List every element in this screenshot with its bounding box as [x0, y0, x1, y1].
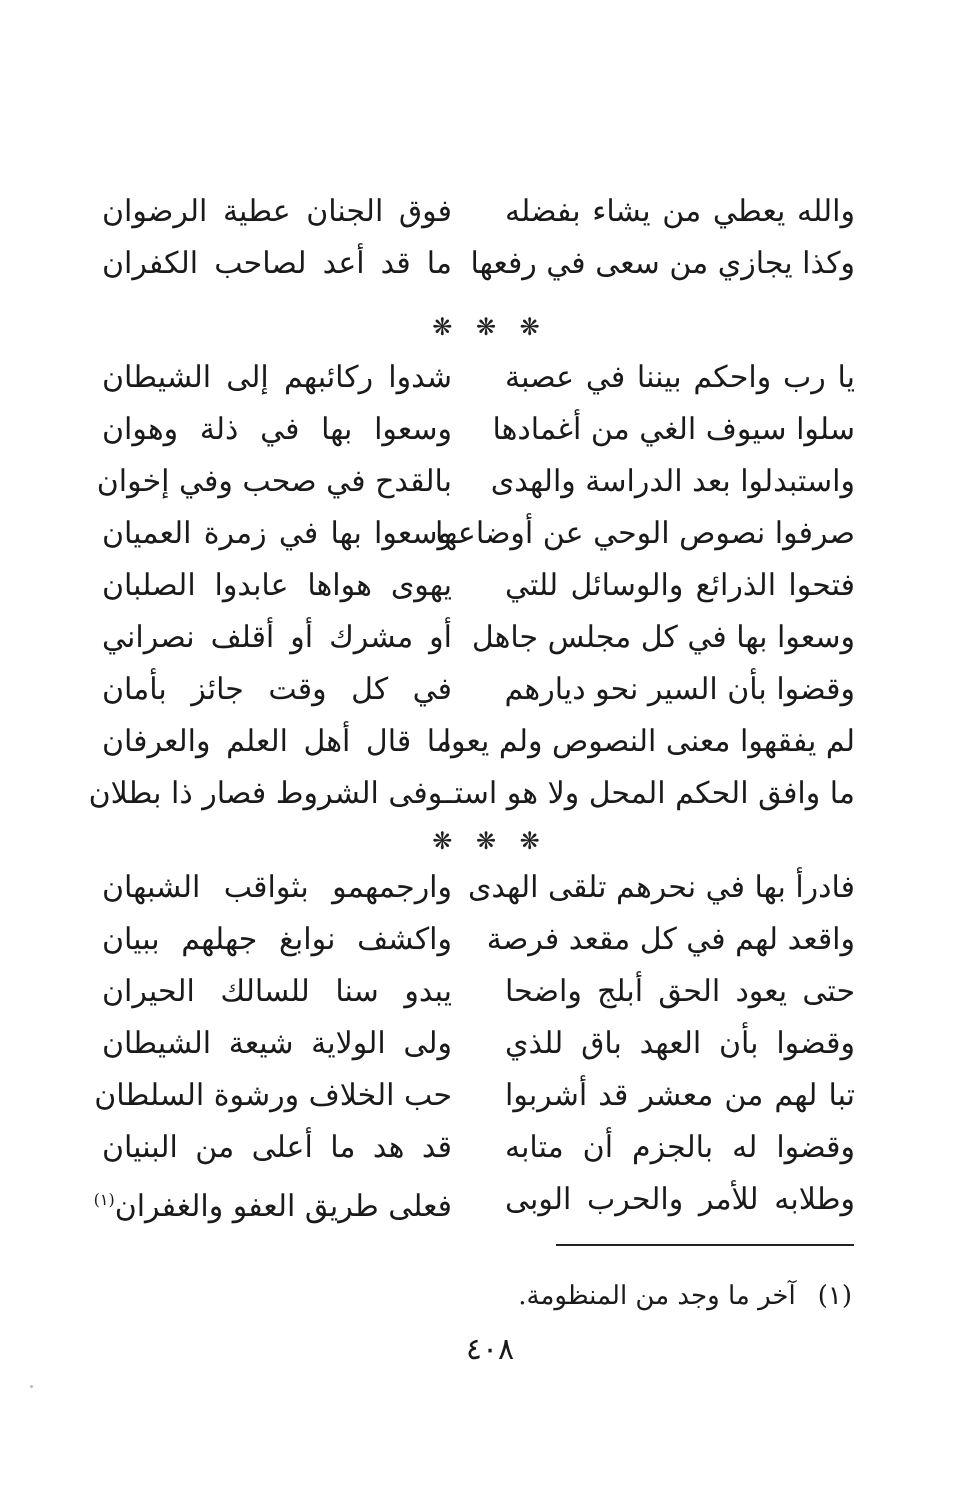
verse-first-hemistich: سلوا سيوف الغي من أغمادها [492, 412, 855, 447]
verse-first-hemistich: لم يفقهوا معنى النصوص ولم يعوا [442, 724, 855, 759]
verse-first-hemistich: تبا لهم من معشر قد أشربوا [505, 1078, 855, 1113]
verse [90, 508, 865, 560]
verse-first-hemistich: صرفوا نصوص الوحي عن أوضاعها [434, 516, 855, 551]
section-separator: ❋ ❋ ❋ [432, 313, 548, 341]
footnote-reference[interactable]: (١) [93, 1190, 115, 1209]
footnote-text: آخر ما وجد من المنظومة. [518, 1281, 796, 1311]
verse [90, 1070, 865, 1122]
verse-first-hemistich: فادرأ بها في نحرهم تلقى الهدى [467, 870, 855, 905]
verse [90, 1018, 865, 1070]
verse-first-hemistich: حتى يعود الحق أبلج واضحا [505, 974, 855, 1009]
verse-second-hemistich [93, 1174, 452, 1226]
verse-first-hemistich: والله يعطي من يشاء بفضله [505, 194, 855, 229]
verse [90, 186, 865, 238]
verse-first-hemistich: يا رب واحكم بيننا في عصبة [505, 360, 855, 395]
verse-second-hemistich: يبدو سنا للسالك الحيران [102, 974, 452, 1009]
footnote [518, 1276, 852, 1316]
section-separator: ❋ ❋ ❋ [432, 827, 548, 855]
verse-first-hemistich: واستبدلوا بعد الدراسة والهدى [490, 464, 855, 499]
verse-first-hemistich: وسعوا بها في كل مجلس جاهل [471, 620, 855, 655]
verse-second-hemistich: يهوى هواها عابدوا الصلبان [102, 568, 452, 603]
page-number: ٤٠٨ [465, 1332, 515, 1367]
verse [90, 560, 865, 612]
footnote-number: (١) [817, 1281, 852, 1311]
verse [90, 404, 865, 456]
verse [90, 1174, 865, 1226]
verse-second-hemistich-text: فعلى طريق العفو والغفران [114, 1189, 452, 1224]
verse-second-hemistich: ما قال أهل العلم والعرفان [102, 724, 452, 759]
verse-first-hemistich: وقضوا له بالجزم أن متابه [505, 1130, 855, 1165]
verse-first-hemistich: وكذا يجازي من سعى في رفعها [470, 246, 855, 281]
verse-second-hemistich: واكشف نوابغ جهلهم ببيان [102, 922, 452, 957]
verse [90, 1122, 865, 1174]
footnote-divider [556, 1244, 854, 1246]
verse-second-hemistich: ما قد أعد لصاحب الكفران [102, 246, 452, 281]
scan-speck [30, 1385, 33, 1388]
verse [90, 664, 865, 716]
verse [90, 352, 865, 404]
verse [90, 612, 865, 664]
poem-section-3 [90, 862, 865, 1226]
poem-section-1 [90, 186, 865, 290]
verse [90, 966, 865, 1018]
verse-first-hemistich: فتحوا الذرائع والوسائل للتي [505, 568, 855, 603]
verse-second-hemistich: أو مشرك أو أقلف نصراني [102, 620, 452, 655]
verse-second-hemistich: قد هد ما أعلى من البنيان [102, 1130, 452, 1165]
verse-second-hemistich: وسعوا بها في زمرة العميان [102, 516, 452, 551]
verse-first-hemistich: ما وافق الحكم المحل ولا هو استـ [445, 776, 855, 811]
verse-second-hemistich: ـوفى الشروط فصار ذا بطلان [88, 776, 452, 811]
verse [90, 768, 865, 820]
verse-first-hemistich: وطلابه للأمر والحرب الوبى [505, 1182, 855, 1217]
verse [90, 862, 865, 914]
verse-first-hemistich: وقضوا بأن السير نحو ديارهم [504, 672, 855, 707]
verse [90, 238, 865, 290]
verse [90, 456, 865, 508]
verse-second-hemistich: شدوا ركائبهم إلى الشيطان [102, 360, 452, 395]
poem-section-2 [90, 352, 865, 820]
verse [90, 914, 865, 966]
verse-first-hemistich: واقعد لهم في كل مقعد فرصة [486, 922, 855, 957]
verse-second-hemistich: وسعوا بها في ذلة وهوان [102, 412, 452, 447]
verse-second-hemistich: بالقدح في صحب وفي إخوان [96, 464, 452, 499]
verse-second-hemistich: فوق الجنان عطية الرضوان [102, 194, 452, 229]
verse-first-hemistich: وقضوا بأن العهد باق للذي [505, 1026, 855, 1061]
verse-second-hemistich: حب الخلاف ورشوة السلطان [94, 1078, 452, 1113]
verse-second-hemistich: وارجمهمو بثواقب الشبهان [102, 870, 452, 905]
verse-second-hemistich: في كل وقت جائز بأمان [102, 672, 452, 707]
verse [90, 716, 865, 768]
verse-second-hemistich: ولى الولاية شيعة الشيطان [102, 1026, 452, 1061]
